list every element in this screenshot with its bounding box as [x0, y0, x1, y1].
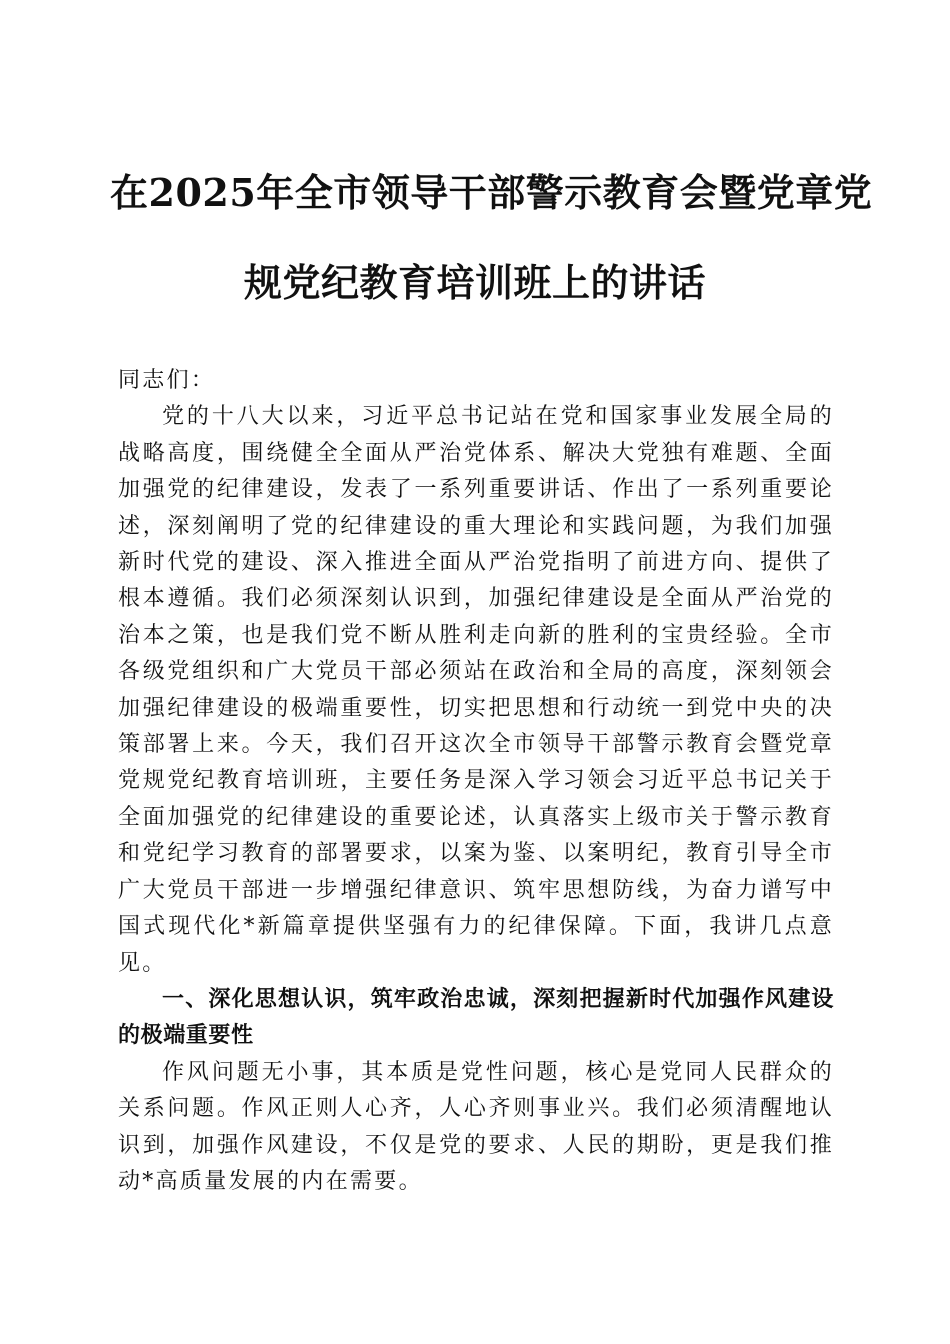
document-body	[118, 363, 834, 1200]
section-paragraph: 作风问题无小事，其本质是党性问题，核心是党同人民群众的关系问题。作风正则人心齐，人心齐则事业兴。我们必须清醒地认识到，加强作风建设，不仅是党的要求、人民的期盼，更是我们推动*高质量发展的内在需要。	[118, 1059, 834, 1194]
title-line-2: 规党纪教育培训班上的讲话	[243, 260, 706, 305]
document-title	[110, 148, 873, 328]
body-paragraph: 党的十八大以来，习近平总书记站在党和国家事业发展全局的战略高度，围绕健全全面从严治党体系、解决大党独有难题、全面加强党的纪律建设，发表了一系列重要讲话、作出了一系列重要论述，深刻阐明了党的纪律建设的重大理论和实践问题，为我们加强新时代党的建设、深入推进全面从严治党指明了前进方向、提供了根本遵循。我们必须深刻认识到，加强纪律建设是全面从严治党的治本之策，也是我们党不断从胜利走向新的胜利的宝贵经验。全市各级党组织和广大党员干部必须站在政治和全局的高度，深刻领会加强纪律建设的极端重要性，切实把思想和行动统一到党中央的决策部署上来。今天，我们召开这次全市领导干部警示教育会暨党章党规党纪教育培训班，主要任务是深入学习领会习近平总书记关于全面加强党的纪律建设的重要论述，认真落实上级市关于警示教育和党纪学习教育的部署要求，以案为鉴、以案明纪，教育引导全市广大党员干部进一步增强纪律意识、筑牢思想防线，为奋力谱写中国式现代化*新篇章提供坚强有力的纪律保障。下面，我讲几点意见。	[118, 404, 834, 976]
salutation: 同志们：	[118, 368, 216, 393]
title-line-1: 在2025年全市领导干部警示教育会暨党章党	[110, 170, 873, 215]
section-heading: 一、深化思想认识，筑牢政治忠诚，深刻把握新时代加强作风建设的极端重要性	[118, 986, 834, 1049]
